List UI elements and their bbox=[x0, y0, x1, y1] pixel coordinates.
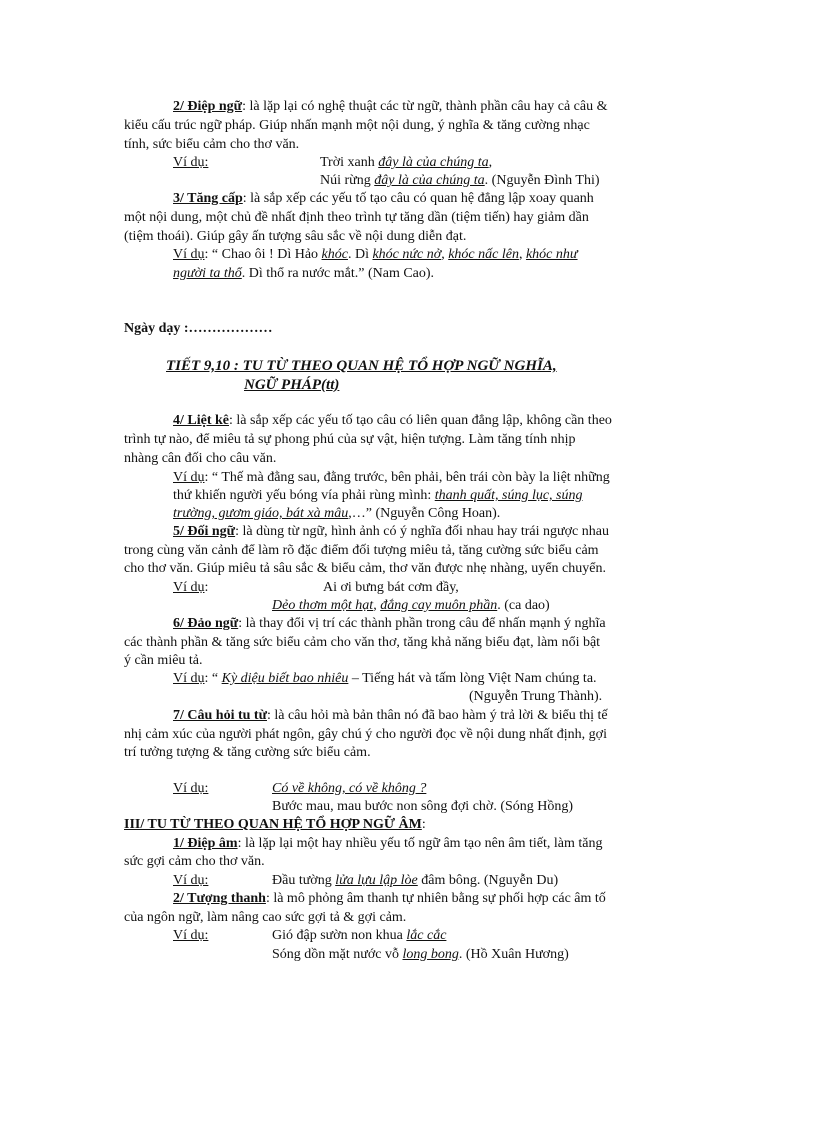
liet-ke-heading: 4/ Liệt kê bbox=[173, 413, 229, 428]
dao-ngu-heading: 6/ Đảo ngữ bbox=[173, 616, 239, 631]
diep-ngu-heading: 2/ Điệp ngữ bbox=[173, 99, 243, 114]
tang-cap-heading: 3/ Tăng cấp bbox=[173, 191, 243, 206]
diep-am-line-1: 1/ Điệp âm: là lặp lại một hay nhiều yếu tố ngữ âm tạo nên âm tiết, làm tăng bbox=[173, 836, 603, 851]
cau-hoi-tu-tu-line-3: trí tưởng tượng & tăng cường sức biểu cảm. bbox=[124, 745, 371, 760]
tuong-thanh-heading: 2/ Tượng thanh bbox=[173, 891, 266, 906]
tuong-thanh-line-2: của ngôn ngữ, làm nâng cao sức gợi tả & gợi cảm. bbox=[124, 910, 407, 925]
diep-am-example-1: Đầu tường lửa lựu lập lòe đâm bông. (Nguyễn Du) bbox=[272, 873, 559, 888]
cau-hoi-tu-tu-line-1: 7/ Câu hỏi tu từ: là câu hỏi mà bản thân nó đã bao hàm ý trả lời & biểu thị tế bbox=[173, 708, 608, 723]
cau-hoi-tu-tu-line-2: nhị cảm xúc của người phát ngôn, gây chú ý cho người đọc về nội dung nhất định, gợi bbox=[124, 727, 607, 742]
teaching-date: Ngày dạy :……………… bbox=[124, 321, 273, 336]
doi-ngu-line-3: cho thơ văn. Giúp miêu tả sâu sắc & biểu cảm, thơ văn được nhẹ nhàng, uyển chuyển. bbox=[124, 561, 606, 576]
tang-cap-line-2: một nội dung, một chủ đề nhất định theo trình tự tăng dần (tiệm tiến) hay giảm dần bbox=[124, 210, 589, 225]
dao-ngu-line-3: ý cần miêu tả. bbox=[124, 653, 203, 668]
liet-ke-example-3: trường, gươm giáo, bát xà mâu,…” (Nguyễn Công Hoan). bbox=[173, 506, 501, 521]
tang-cap-example-2: người ta thổ. Dì thổ ra nước mắt.” (Nam Cao). bbox=[173, 266, 435, 281]
liet-ke-example-1: Ví dụ: “ Thế mà đằng sau, đằng trước, bên phải, bên trái còn bày la liệt những bbox=[173, 470, 610, 485]
diep-am-example-label: Ví dụ: bbox=[173, 873, 209, 888]
cau-hoi-tu-tu-example-2: Bước mau, mau bước non sông đợi chờ. (Sóng Hồng) bbox=[272, 799, 574, 814]
tang-cap-line-1: 3/ Tăng cấp: là sắp xếp các yếu tố tạo câu có quan hệ đẳng lập xoay quanh bbox=[173, 191, 594, 206]
doi-ngu-line-2: trong cùng văn cảnh để làm rõ đặc điểm đối tượng miêu tả, tăng cường sức biểu cảm bbox=[124, 543, 599, 558]
doi-ngu-line-1: 5/ Đối ngữ: là dùng từ ngữ, hình ảnh có ý nghĩa đối nhau hay trái ngược nhau bbox=[173, 524, 609, 539]
doi-ngu-heading: 5/ Đối ngữ bbox=[173, 524, 236, 539]
tuong-thanh-example-2: Sóng dồn mặt nước vỗ long bong. (Hồ Xuân Hương) bbox=[272, 947, 569, 962]
cau-hoi-tu-tu-heading: 7/ Câu hỏi tu từ bbox=[173, 708, 267, 723]
diep-am-heading: 1/ Điệp âm bbox=[173, 836, 238, 851]
diep-ngu-example-2: Núi rừng đây là của chúng ta. (Nguyễn Đình Thi) bbox=[320, 173, 600, 188]
liet-ke-line-3: nhàng cân đối cho câu văn. bbox=[124, 451, 277, 466]
doi-ngu-example-1: Ai ơi bưng bát cơm đầy, bbox=[323, 580, 459, 595]
cau-hoi-tu-tu-example-label: Ví dụ: bbox=[173, 781, 209, 796]
section-iii-heading: III/ TU TỪ THEO QUAN HỆ TỔ HỢP NGỮ ÂM: bbox=[124, 817, 426, 832]
diep-ngu-line-2: kiểu cấu trúc ngữ pháp. Giúp nhấn mạnh một nội dung, ý nghĩa & tăng cường nhạc bbox=[124, 118, 590, 133]
diep-ngu-example-label: Ví dụ: bbox=[173, 155, 209, 170]
doi-ngu-example-label: Ví dụ: bbox=[173, 580, 209, 595]
tuong-thanh-example-label: Ví dụ: bbox=[173, 928, 209, 943]
diep-ngu-line-1: 2/ Điệp ngữ: là lặp lại có nghệ thuật các từ ngữ, thành phần câu hay cả câu & bbox=[173, 99, 608, 114]
tuong-thanh-example-1: Gió đập sườn non khua lắc cắc bbox=[272, 928, 447, 943]
lesson-title-line-2: NGỮ PHÁP(tt) bbox=[244, 377, 340, 393]
lesson-title-line-1: TIẾT 9,10 : TU TỪ THEO QUAN HỆ TỔ HỢP NGỮ NGHĨA, bbox=[166, 358, 557, 374]
dao-ngu-example-2: (Nguyễn Trung Thành). bbox=[469, 689, 603, 704]
diep-ngu-example-1: Trời xanh đây là của chúng ta, bbox=[320, 155, 493, 170]
doi-ngu-example-2: Dẻo thơm một hạt, đắng cay muôn phần. (ca dao) bbox=[272, 598, 550, 613]
tang-cap-example-1: Ví dụ: “ Chao ôi ! Dì Hảo khóc. Dì khóc nức nở, khóc nấc lên, khóc như bbox=[173, 247, 578, 262]
dao-ngu-line-1: 6/ Đảo ngữ: là thay đổi vị trí các thành phần trong câu để nhấn mạnh ý nghĩa bbox=[173, 616, 606, 631]
dao-ngu-example-1: Ví dụ: “ Kỳ diệu biết bao nhiêu – Tiếng hát và tấm lòng Việt Nam chúng ta. bbox=[173, 671, 597, 686]
tuong-thanh-line-1: 2/ Tượng thanh: là mô phỏng âm thanh tự nhiên bằng sự phối hợp các âm tố bbox=[173, 891, 606, 906]
dao-ngu-line-2: các thành phần & tăng sức biểu cảm cho văn thơ, tăng khả năng biểu đạt, làm nổi bật bbox=[124, 635, 601, 650]
diep-ngu-line-3: tính, sức biểu cảm cho thơ văn. bbox=[124, 137, 300, 152]
liet-ke-example-2: thứ khiến người yếu bóng vía phải rùng mình: thanh quất, súng lục, súng bbox=[173, 488, 583, 503]
cau-hoi-tu-tu-example-1: Có về không, có về không ? bbox=[272, 781, 427, 796]
diep-am-line-2: sức gợi cảm cho thơ văn. bbox=[124, 854, 265, 869]
liet-ke-line-2: trình tự nào, để miêu tả sự phong phú của sự vật, hiện tượng. Làm tăng tính nhịp bbox=[124, 432, 576, 447]
liet-ke-line-1: 4/ Liệt kê: là sắp xếp các yếu tố tạo câu có liên quan đẳng lập, không cần theo bbox=[173, 413, 612, 428]
tang-cap-line-3: (tiệm thoái). Giúp gây ấn tượng sâu sắc về nội dung diễn đạt. bbox=[124, 229, 467, 244]
